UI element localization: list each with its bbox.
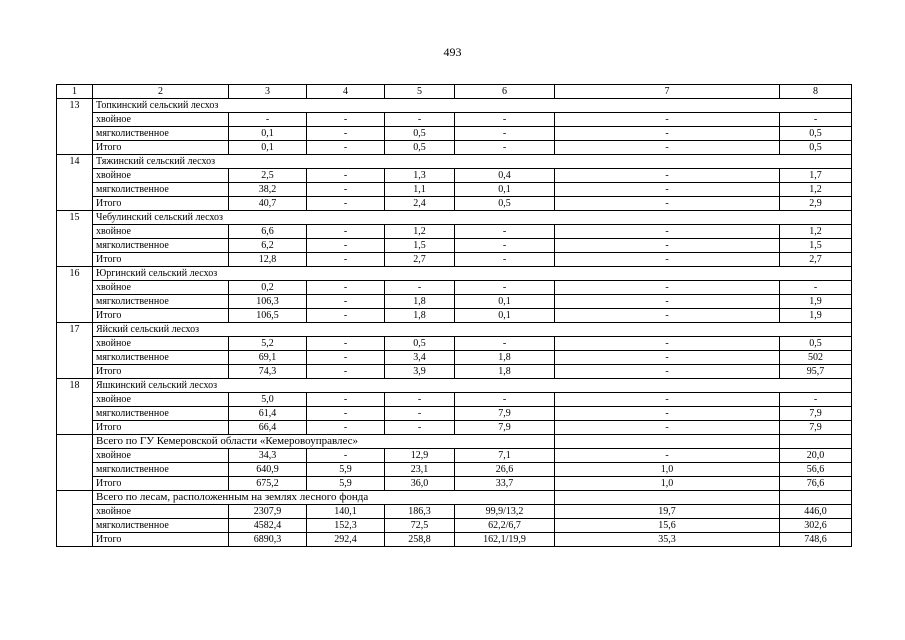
- value-cell: 106,3: [229, 295, 307, 309]
- table-row: [57, 141, 852, 155]
- value-cell: 1,2: [385, 225, 455, 239]
- value-cell: -: [229, 113, 307, 127]
- header-cell: 3: [229, 85, 307, 99]
- value-cell: -: [780, 393, 852, 407]
- value-cell: 5,2: [229, 337, 307, 351]
- value-cell: 2307,9: [229, 505, 307, 519]
- value-cell: 2,5: [229, 169, 307, 183]
- value-cell: -: [385, 421, 455, 435]
- value-cell: 640,9: [229, 463, 307, 477]
- value-cell: 1,5: [385, 239, 455, 253]
- value-cell: 5,0: [229, 393, 307, 407]
- value-cell: -: [555, 407, 780, 421]
- group-number: 15: [57, 211, 93, 267]
- value-cell: 748,6: [780, 533, 852, 547]
- row-label: хвойное: [93, 225, 229, 239]
- value-cell: 0,1: [229, 141, 307, 155]
- row-label: Итого: [93, 421, 229, 435]
- header-cell: 2: [93, 85, 229, 99]
- table-row: [57, 239, 852, 253]
- table-row: [57, 127, 852, 141]
- value-cell: -: [455, 113, 555, 127]
- value-cell: -: [555, 309, 780, 323]
- total-title: Всего по ГУ Кемеровской области «Кемеровоуправлес»: [93, 435, 555, 449]
- value-cell: 1,7: [780, 169, 852, 183]
- value-cell: 95,7: [780, 365, 852, 379]
- value-cell: 1,9: [780, 309, 852, 323]
- value-cell: 1,8: [455, 365, 555, 379]
- value-cell: 292,4: [307, 533, 385, 547]
- row-label: мягколиственное: [93, 519, 229, 533]
- value-cell: 1,8: [385, 295, 455, 309]
- value-cell: 675,2: [229, 477, 307, 491]
- value-cell: -: [555, 393, 780, 407]
- header-cell: 4: [307, 85, 385, 99]
- header-cell: 6: [455, 85, 555, 99]
- value-cell: -: [555, 127, 780, 141]
- value-cell: -: [555, 113, 780, 127]
- value-cell: 69,1: [229, 351, 307, 365]
- value-cell: 34,3: [229, 449, 307, 463]
- row-label: мягколиственное: [93, 183, 229, 197]
- total-number-cell: [57, 491, 93, 547]
- table-row: [57, 449, 852, 463]
- value-cell: -: [385, 407, 455, 421]
- value-cell: 15,6: [555, 519, 780, 533]
- value-cell: -: [307, 393, 385, 407]
- value-cell: 74,3: [229, 365, 307, 379]
- value-cell: -: [307, 337, 385, 351]
- row-label: мягколиственное: [93, 127, 229, 141]
- value-cell: 0,5: [780, 141, 852, 155]
- value-cell: 66,4: [229, 421, 307, 435]
- table-row: [57, 225, 852, 239]
- table-row: [57, 477, 852, 491]
- value-cell: 6,2: [229, 239, 307, 253]
- value-cell: 7,9: [780, 421, 852, 435]
- blank-cell: [780, 491, 852, 505]
- value-cell: 140,1: [307, 505, 385, 519]
- value-cell: -: [307, 225, 385, 239]
- row-label: мягколиственное: [93, 351, 229, 365]
- value-cell: 0,5: [385, 141, 455, 155]
- value-cell: 1,5: [780, 239, 852, 253]
- value-cell: 99,9/13,2: [455, 505, 555, 519]
- value-cell: 6,6: [229, 225, 307, 239]
- total-title: Всего по лесам, расположенным на землях лесного фонда: [93, 491, 555, 505]
- row-label: хвойное: [93, 113, 229, 127]
- blank-cell: [555, 435, 780, 449]
- value-cell: 152,3: [307, 519, 385, 533]
- value-cell: -: [455, 141, 555, 155]
- total-header-row: [57, 491, 852, 505]
- value-cell: 4582,4: [229, 519, 307, 533]
- value-cell: 7,9: [455, 407, 555, 421]
- row-label: Итого: [93, 365, 229, 379]
- row-label: хвойное: [93, 281, 229, 295]
- value-cell: 446,0: [780, 505, 852, 519]
- row-label: Итого: [93, 253, 229, 267]
- table-row: [57, 407, 852, 421]
- group-title: Чебулинский сельский лесхоз: [93, 211, 852, 225]
- row-label: хвойное: [93, 449, 229, 463]
- value-cell: 1,9: [780, 295, 852, 309]
- table-row: [57, 197, 852, 211]
- value-cell: -: [307, 141, 385, 155]
- group-title: Топкинский сельский лесхоз: [93, 99, 852, 113]
- value-cell: 0,1: [229, 127, 307, 141]
- blank-cell: [780, 435, 852, 449]
- value-cell: 0,1: [455, 309, 555, 323]
- value-cell: 76,6: [780, 477, 852, 491]
- value-cell: -: [455, 127, 555, 141]
- value-cell: 19,7: [555, 505, 780, 519]
- value-cell: 3,4: [385, 351, 455, 365]
- value-cell: -: [385, 113, 455, 127]
- value-cell: 2,4: [385, 197, 455, 211]
- row-label: Итого: [93, 197, 229, 211]
- row-label: Итого: [93, 477, 229, 491]
- value-cell: -: [307, 197, 385, 211]
- row-label: Итого: [93, 309, 229, 323]
- value-cell: 2,7: [385, 253, 455, 267]
- value-cell: -: [385, 393, 455, 407]
- value-cell: -: [307, 309, 385, 323]
- value-cell: 0,5: [385, 127, 455, 141]
- header-cell: 1: [57, 85, 93, 99]
- value-cell: -: [455, 253, 555, 267]
- group-header-row: [57, 267, 852, 281]
- value-cell: 106,5: [229, 309, 307, 323]
- row-label: мягколиственное: [93, 463, 229, 477]
- value-cell: -: [555, 183, 780, 197]
- group-number: 13: [57, 99, 93, 155]
- value-cell: -: [455, 239, 555, 253]
- value-cell: -: [555, 197, 780, 211]
- group-number: 17: [57, 323, 93, 379]
- value-cell: -: [307, 113, 385, 127]
- value-cell: 12,8: [229, 253, 307, 267]
- value-cell: 20,0: [780, 449, 852, 463]
- table-row: [57, 169, 852, 183]
- value-cell: 5,9: [307, 477, 385, 491]
- value-cell: -: [455, 225, 555, 239]
- value-cell: 2,7: [780, 253, 852, 267]
- value-cell: -: [307, 295, 385, 309]
- row-label: хвойное: [93, 169, 229, 183]
- value-cell: 162,1/19,9: [455, 533, 555, 547]
- value-cell: 6890,3: [229, 533, 307, 547]
- value-cell: -: [780, 113, 852, 127]
- group-header-row: [57, 211, 852, 225]
- value-cell: -: [307, 365, 385, 379]
- group-number: 16: [57, 267, 93, 323]
- value-cell: 1,0: [555, 477, 780, 491]
- group-title: Яшкинский сельский лесхоз: [93, 379, 852, 393]
- value-cell: -: [455, 337, 555, 351]
- value-cell: 0,5: [780, 337, 852, 351]
- value-cell: -: [555, 421, 780, 435]
- value-cell: -: [555, 141, 780, 155]
- value-cell: 1,1: [385, 183, 455, 197]
- table-row: [57, 253, 852, 267]
- value-cell: -: [307, 351, 385, 365]
- value-cell: 0,5: [780, 127, 852, 141]
- value-cell: 56,6: [780, 463, 852, 477]
- value-cell: -: [555, 225, 780, 239]
- value-cell: -: [307, 169, 385, 183]
- header-cell: 7: [555, 85, 780, 99]
- table-row: [57, 533, 852, 547]
- table-row: [57, 519, 852, 533]
- value-cell: 35,3: [555, 533, 780, 547]
- value-cell: -: [555, 365, 780, 379]
- value-cell: 302,6: [780, 519, 852, 533]
- group-header-row: [57, 379, 852, 393]
- forest-data-table: [56, 84, 852, 547]
- value-cell: -: [307, 449, 385, 463]
- row-label: мягколиственное: [93, 295, 229, 309]
- row-label: хвойное: [93, 393, 229, 407]
- group-title: Юргинский сельский лесхоз: [93, 267, 852, 281]
- group-header-row: [57, 323, 852, 337]
- value-cell: 1,8: [455, 351, 555, 365]
- value-cell: 38,2: [229, 183, 307, 197]
- value-cell: -: [555, 351, 780, 365]
- value-cell: -: [307, 407, 385, 421]
- value-cell: 0,5: [455, 197, 555, 211]
- value-cell: -: [455, 393, 555, 407]
- table-row: [57, 365, 852, 379]
- value-cell: -: [555, 295, 780, 309]
- table-row: [57, 351, 852, 365]
- value-cell: 33,7: [455, 477, 555, 491]
- value-cell: 1,2: [780, 183, 852, 197]
- table-row: [57, 505, 852, 519]
- value-cell: -: [307, 239, 385, 253]
- value-cell: -: [307, 183, 385, 197]
- table-row: [57, 113, 852, 127]
- value-cell: 26,6: [455, 463, 555, 477]
- value-cell: -: [307, 127, 385, 141]
- table-body: [57, 85, 852, 547]
- value-cell: 2,9: [780, 197, 852, 211]
- value-cell: 40,7: [229, 197, 307, 211]
- value-cell: -: [555, 281, 780, 295]
- blank-cell: [555, 491, 780, 505]
- row-label: хвойное: [93, 505, 229, 519]
- value-cell: -: [307, 253, 385, 267]
- value-cell: 36,0: [385, 477, 455, 491]
- group-number: 14: [57, 155, 93, 211]
- value-cell: -: [307, 421, 385, 435]
- value-cell: -: [555, 169, 780, 183]
- value-cell: 0,1: [455, 295, 555, 309]
- value-cell: 0,2: [229, 281, 307, 295]
- group-number: 18: [57, 379, 93, 435]
- value-cell: 3,9: [385, 365, 455, 379]
- value-cell: 1,8: [385, 309, 455, 323]
- table-row: [57, 337, 852, 351]
- value-cell: 0,4: [455, 169, 555, 183]
- value-cell: 7,9: [455, 421, 555, 435]
- value-cell: 186,3: [385, 505, 455, 519]
- value-cell: -: [385, 281, 455, 295]
- header-cell: 5: [385, 85, 455, 99]
- group-title: Тяжинский сельский лесхоз: [93, 155, 852, 169]
- total-header-row: [57, 435, 852, 449]
- value-cell: -: [780, 281, 852, 295]
- value-cell: 12,9: [385, 449, 455, 463]
- value-cell: 62,2/6,7: [455, 519, 555, 533]
- row-label: хвойное: [93, 337, 229, 351]
- table-row: [57, 281, 852, 295]
- value-cell: 23,1: [385, 463, 455, 477]
- value-cell: -: [455, 281, 555, 295]
- table-row: [57, 421, 852, 435]
- table-row: [57, 183, 852, 197]
- row-label: мягколиственное: [93, 407, 229, 421]
- value-cell: -: [555, 337, 780, 351]
- total-number-cell: [57, 435, 93, 491]
- header-row: [57, 85, 852, 99]
- header-cell: 8: [780, 85, 852, 99]
- value-cell: 5,9: [307, 463, 385, 477]
- value-cell: 7,1: [455, 449, 555, 463]
- row-label: Итого: [93, 141, 229, 155]
- value-cell: 61,4: [229, 407, 307, 421]
- group-title: Яйский сельский лесхоз: [93, 323, 852, 337]
- value-cell: 72,5: [385, 519, 455, 533]
- table-row: [57, 393, 852, 407]
- value-cell: 1,0: [555, 463, 780, 477]
- value-cell: -: [555, 239, 780, 253]
- table-row: [57, 309, 852, 323]
- value-cell: 0,5: [385, 337, 455, 351]
- value-cell: -: [307, 281, 385, 295]
- group-header-row: [57, 155, 852, 169]
- table-row: [57, 463, 852, 477]
- row-label: мягколиственное: [93, 239, 229, 253]
- group-header-row: [57, 99, 852, 113]
- value-cell: -: [555, 253, 780, 267]
- value-cell: 1,3: [385, 169, 455, 183]
- value-cell: 7,9: [780, 407, 852, 421]
- value-cell: 258,8: [385, 533, 455, 547]
- value-cell: 502: [780, 351, 852, 365]
- value-cell: 1,2: [780, 225, 852, 239]
- value-cell: -: [555, 449, 780, 463]
- page-number: 493: [443, 45, 462, 59]
- table-row: [57, 295, 852, 309]
- row-label: Итого: [93, 533, 229, 547]
- value-cell: 0,1: [455, 183, 555, 197]
